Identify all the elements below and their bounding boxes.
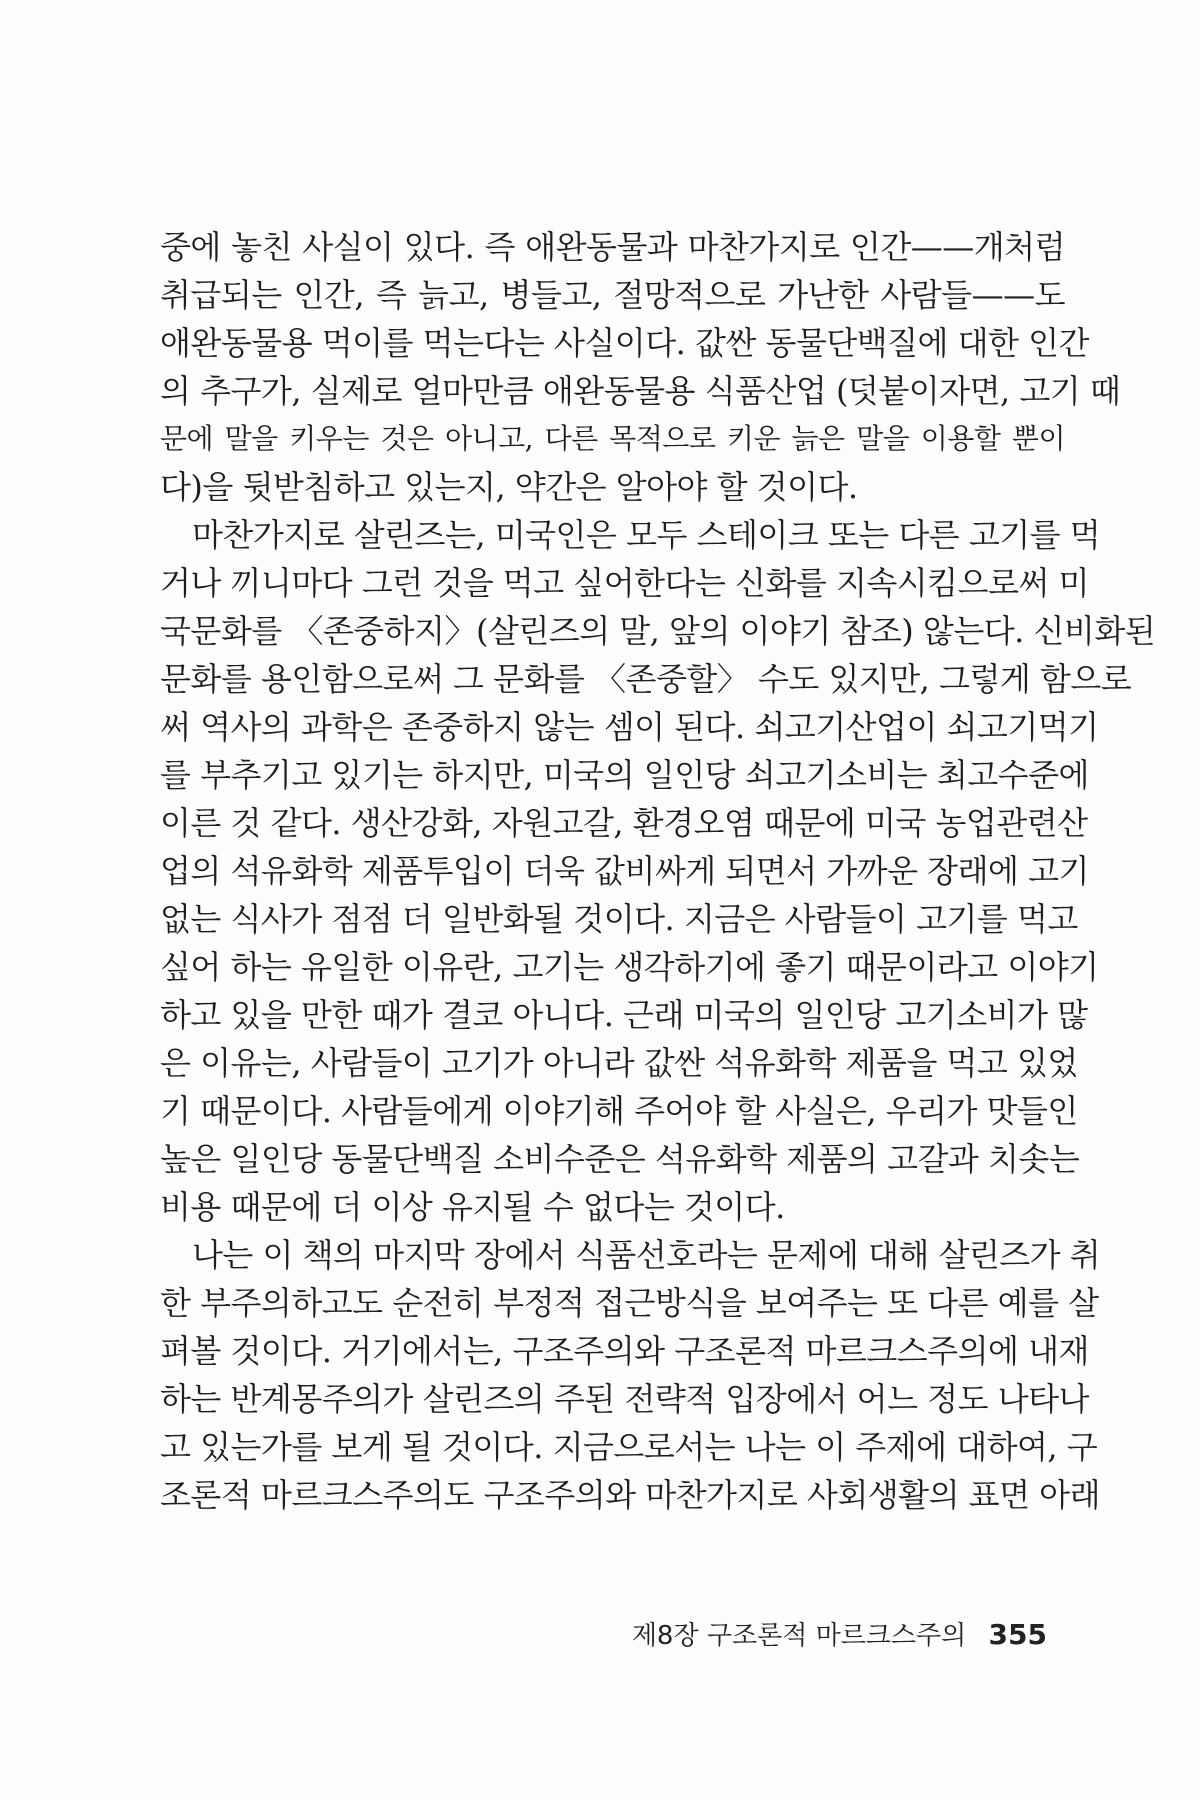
running-footer-chapter-title: 제8장 구조론적 마르크스주의 [631,1621,967,1651]
text-line: 조론적 마르크스주의도 구조주의와 마찬가지로 사회생활의 표면 아래 [160,1476,1100,1514]
body-text [160,223,1156,1519]
text-line: 펴볼 것이다. 거기에서는, 구조주의와 구조론적 마르크스주의에 내재 [160,1332,1089,1370]
text-line: 은 이유는, 사람들이 고기가 아니라 값싼 석유화학 제품을 먹고 있었 [160,1044,1078,1082]
text-line: 이른 것 같다. 생산강화, 자원고갈, 환경오염 때문에 미국 농업관련산 [160,804,1088,842]
text-line: 비용 때문에 더 이상 유지될 수 없다는 것이다. [160,1188,785,1226]
text-line: 나는 이 책의 마지막 장에서 식품선호라는 문제에 대해 살린즈가 취 [192,1236,1101,1274]
text-line: 국문화를 〈존중하지〉(살린즈의 말, 앞의 이야기 참조) 않는다. 신비화된 [160,612,1156,650]
text-line: 하고 있을 만한 때가 결코 아니다. 근래 미국의 일인당 고기소비가 많 [160,996,1088,1034]
text-line: 고 있는가를 보게 될 것이다. 지금으로서는 나는 이 주제에 대하여, 구 [160,1428,1098,1466]
text-line: 취급되는 인간, 즉 늙고, 병들고, 절망적으로 가난한 사람들——도 [160,276,1065,314]
text-line: 마찬가지로 살린즈는, 미국인은 모두 스테이크 또는 다른 고기를 먹 [192,516,1101,554]
text-line: 애완동물용 먹이를 먹는다는 사실이다. 값싼 동물단백질에 대한 인간 [160,324,1089,362]
page-number: 355 [988,1618,1047,1651]
text-line: 다)을 뒷받침하고 있는지, 약간은 알아야 할 것이다. [160,468,858,506]
text-line: 거나 끼니마다 그런 것을 먹고 싶어한다는 신화를 지속시킴으로써 미 [160,564,1089,602]
text-line: 싶어 하는 유일한 이유란, 고기는 생각하기에 좋기 때문이라고 이야기 [160,948,1099,986]
page-footer [632,1615,1047,1655]
text-line: 한 부주의하고도 순전히 부정적 접근방식을 보여주는 또 다른 예를 살 [160,1284,1099,1322]
paragraph-1 [160,223,1121,511]
text-line: 를 부추기고 있기는 하지만, 미국의 일인당 쇠고기소비는 최고수준에 [160,756,1089,794]
text-line: 문화를 용인함으로써 그 문화를 〈존중할〉 수도 있지만, 그렇게 함으로 [160,660,1132,698]
text-line: 기 때문이다. 사람들에게 이야기해 주어야 할 사실은, 우리가 맛들인 [160,1092,1078,1130]
text-line: 높은 일인당 동물단백질 소비수준은 석유화학 제품의 고갈과 치솟는 [160,1140,1080,1178]
text-line: 써 역사의 과학은 존중하지 않는 셈이 된다. 쇠고기산업이 쇠고기먹기 [160,708,1099,746]
text-line: 없는 식사가 점점 더 일반화될 것이다. 지금은 사람들이 고기를 먹고 [160,900,1078,938]
text-line: 업의 석유화학 제품투입이 더욱 값비싸게 되면서 가까운 장래에 고기 [160,852,1089,890]
text-line: 문에 말을 키우는 것은 아니고, 다른 목적으로 키운 늙은 말을 이용할 뿐이 [160,422,1065,455]
text-line: 하는 반계몽주의가 살린즈의 주된 전략적 입장에서 어느 정도 나타나 [160,1380,1089,1418]
text-line: 의 추구가, 실제로 얼마만큼 애완동물용 식품산업 (덧붙이자면, 고기 때 [160,372,1121,410]
paragraph-3 [160,1231,1101,1519]
text-line: 중에 놓친 사실이 있다. 즉 애완동물과 마찬가지로 인간——개처럼 [160,228,1065,266]
paragraph-2 [160,511,1156,1231]
